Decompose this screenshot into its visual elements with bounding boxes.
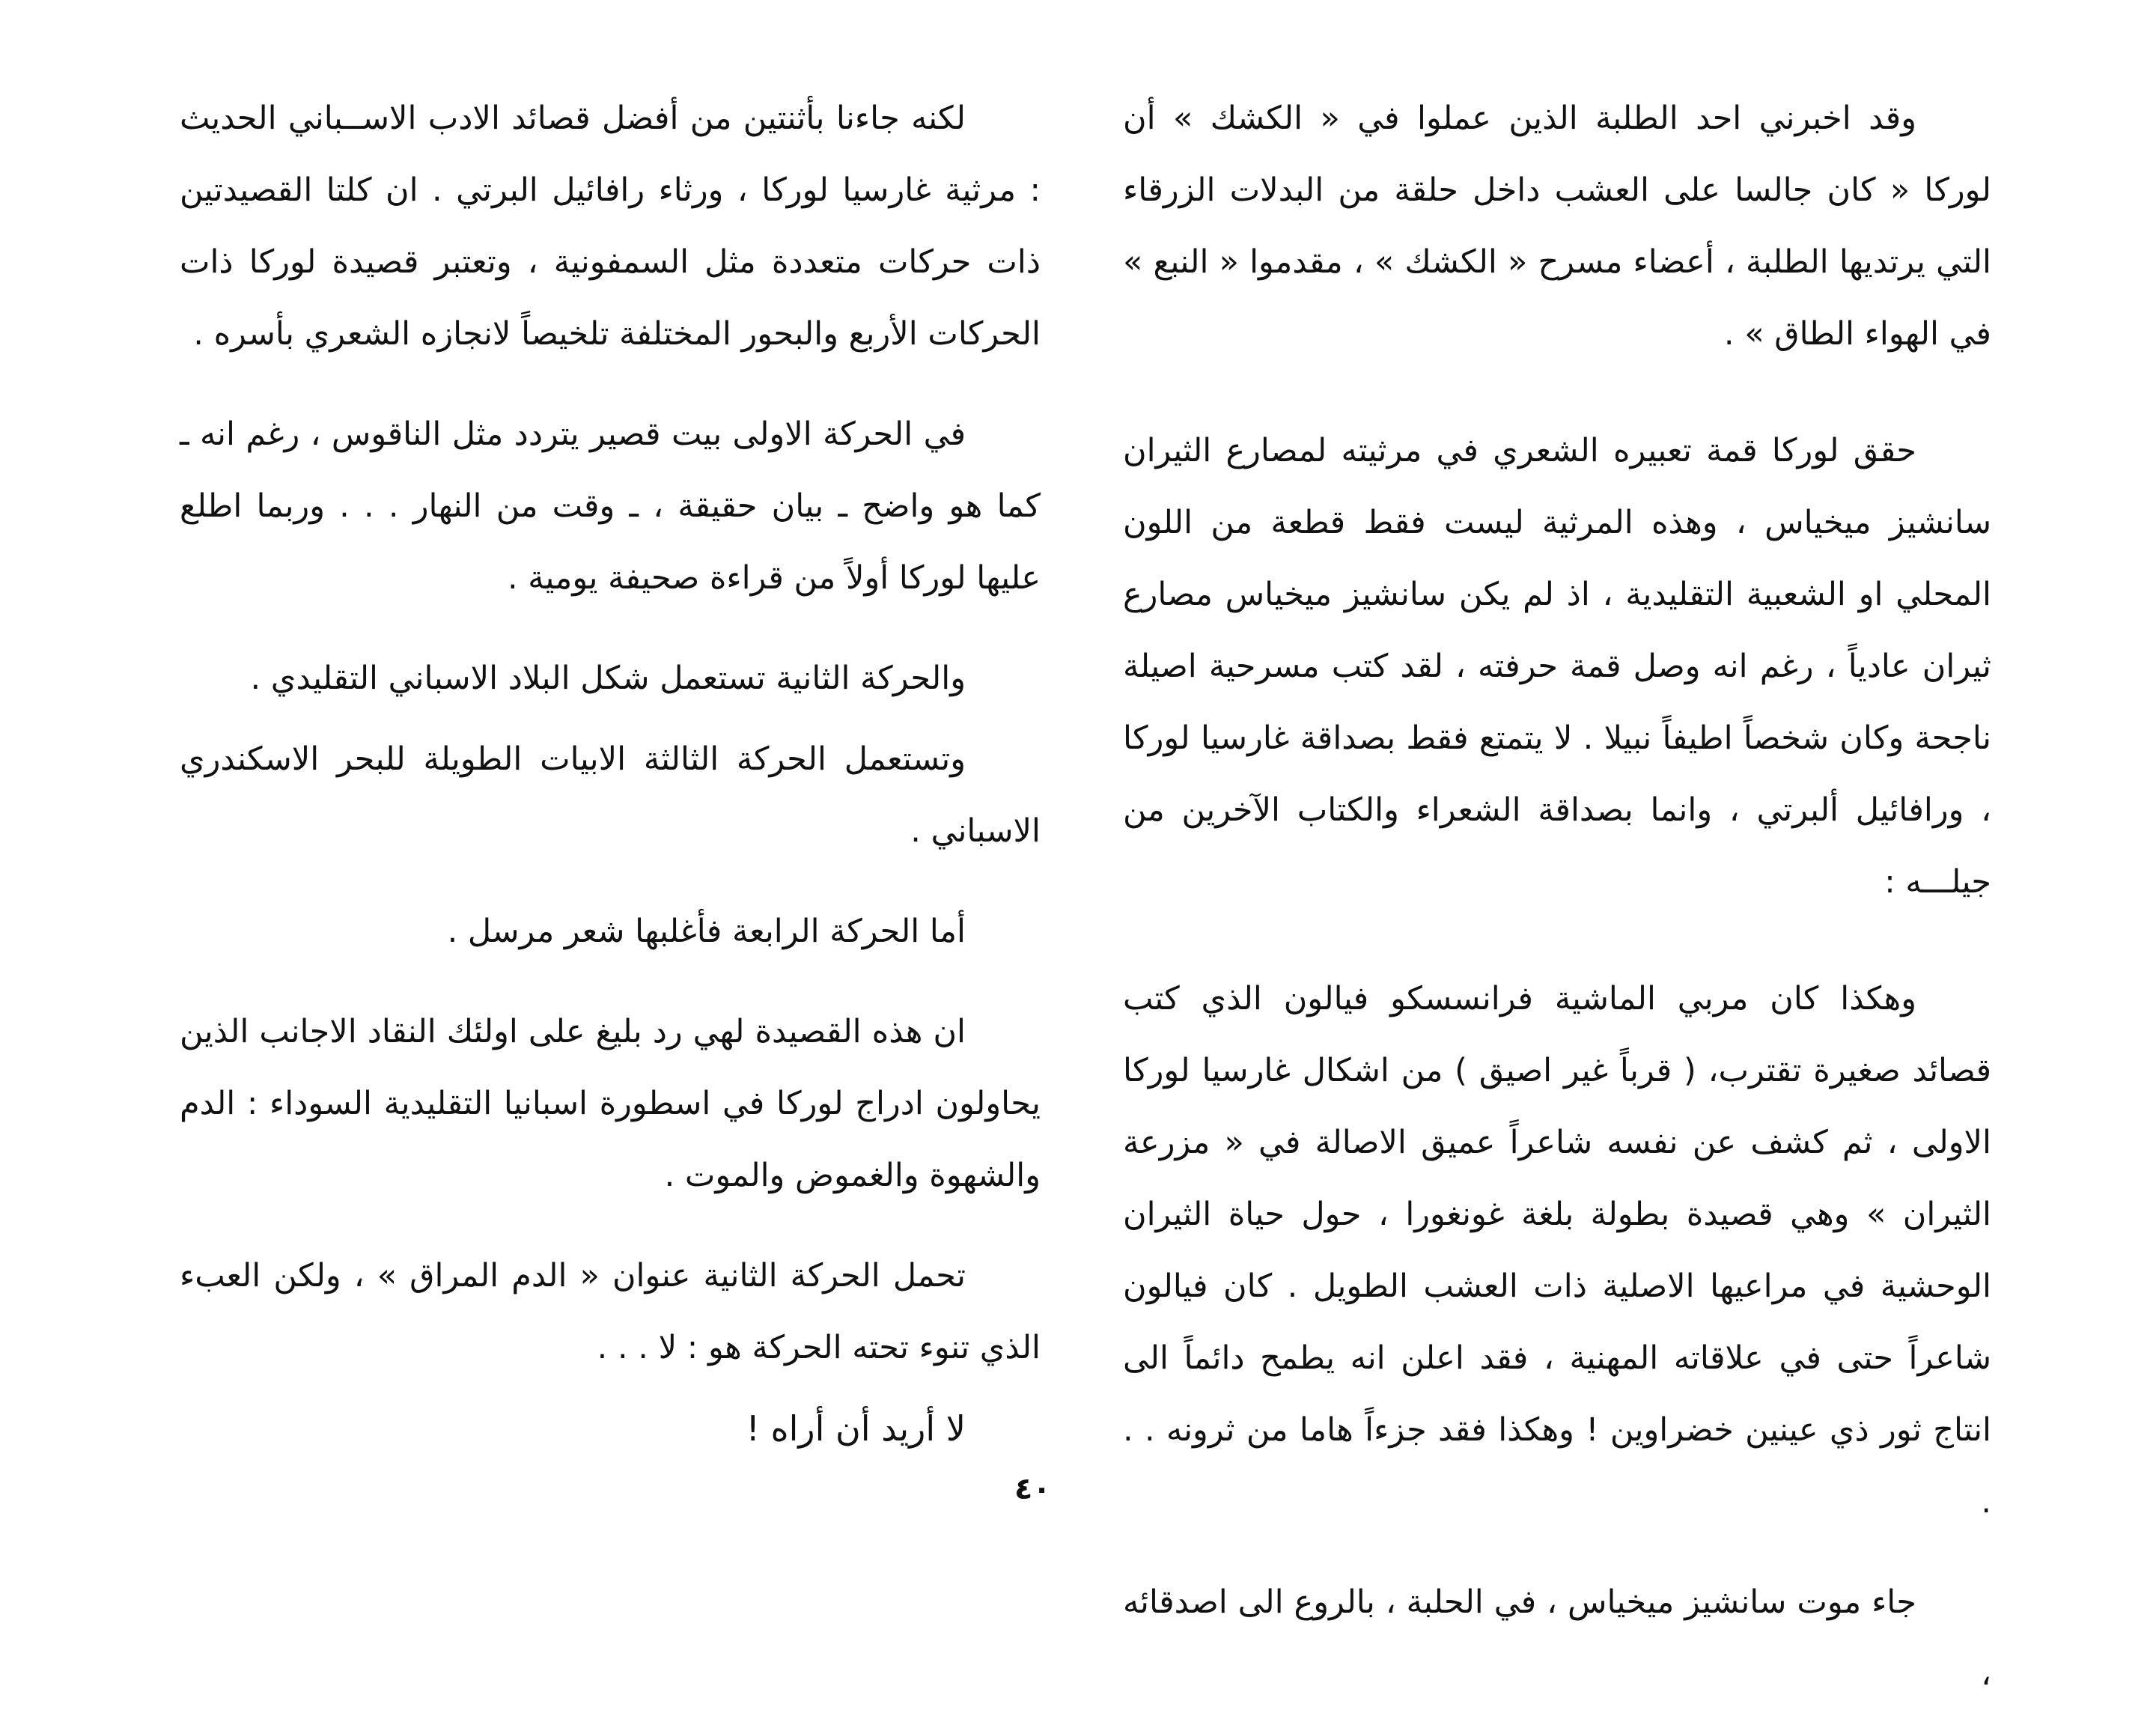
paragraph: جاء موت سانشيز ميخياس ، في الحلبة ، بالروع الى اصدقائه ،: [1123, 1583, 1991, 1693]
paragraph: وهكذا كان مربي الماشية فرانسسكو فيالون الذي كتب قصائد صغيرة تقترب، ( قرباً غير اصيق ) من اشكال غارسيا لوركا الاولى ، ثم كشف عن نفسه شاعراً عميق الاصالة في « مزرعة الثيران » وهي قصيدة بطولة بلغة غونغورا ، حول حياة الثيران الوحشية في مراعيها الاصلية ذات العشب الطويل . كان فيالون شاعراً حتى في علاقاته المهنية ، فقد اعلن انه يطمح دائماً الى انتاج ثور ذي عينين خضراوين ! وهكذا فقد جزءاً هاما من ثرونه . . .: [1123, 980, 1991, 1521]
paragraph: والحركة الثانية تستعمل شكل البلاد الاسباني التقليدي .: [250, 660, 966, 697]
paragraph: تحمل الحركة الثانية عنوان « الدم المراق » ، ولكن العبء الذي تنوء تحته الحركة هو : لا . . .: [180, 1257, 1041, 1366]
poem-line: لا أريد أن أراه !: [746, 1408, 966, 1449]
page-number: ٤٠: [1014, 1472, 1051, 1506]
paragraph: أما الحركة الرابعة فأغلبها شعر مرسل .: [447, 913, 966, 950]
left-page-column: [180, 82, 1041, 1464]
paragraph: وقد اخبرني احد الطلبة الذين عملوا في « الكشك » أن لوركا « كان جالسا على العشب داخل حلقة من البدلات الزرقاء التي يرتديها الطلبة ، أعضاء مسرح « الكشك » ، مقدموا « النبع » في الهواء الطاق » .: [1123, 100, 1991, 353]
paragraph: في الحركة الاولى بيت قصير يتردد مثل الناقوس ، رغم انه ـ كما هو واضح ـ بيان حقيقة ، ـ وقت من النهار . . . وربما اطلع عليها لوركا أولاً من قراءة صحيفة يومية .: [180, 416, 1041, 597]
paragraph: وتستعمل الحركة الثالثة الابيات الطويلة للبحر الاسكندري الاسباني .: [180, 740, 1041, 850]
paragraph: لكنه جاءنا بأثنتين من أفضل قصائد الادب الاســباني الحديث : مرثية غارسيا لوركا ، ورثاء رافائيل البرتي . ان كلتا القصيدتين ذات حركات متعددة مثل السمفونية ، وتعتبر قصيدة لوركا ذات الحركات الأربع والبحور المختلفة تلخيصاً لانجازه الشعري بأسره .: [180, 100, 1041, 353]
paragraph: حقق لوركا قمة تعبيره الشعري في مرثيته لمصارع الثيران سانشيز ميخياس ، وهذه المرثية ليست فقط قطعة من اللون المحلي او الشعبية التقليدية ، اذ لم يكن سانشيز ميخياس مصارع ثيران عادياً ، رغم انه وصل قمة حرفته ، لقد كتب مسرحية اصيلة ناجحة وكان شخصاً اطيفاً نبيلا . لا يتمتع فقط بصداقة غارسيا لوركا ، ورافائيل ألبرتي ، وانما بصداقة الشعراء والكتاب الآخرين من جيلـــه :: [1123, 432, 1991, 901]
right-page-column: [1123, 82, 1991, 1710]
paragraph: ان هذه القصيدة لهي رد بليغ على اولئك النقاد الاجانب الذين يحاولون ادراج لوركا في اسطورة اسبانيا التقليدية السوداء : الدم والشهوة والغموض والموت .: [180, 1013, 1041, 1194]
